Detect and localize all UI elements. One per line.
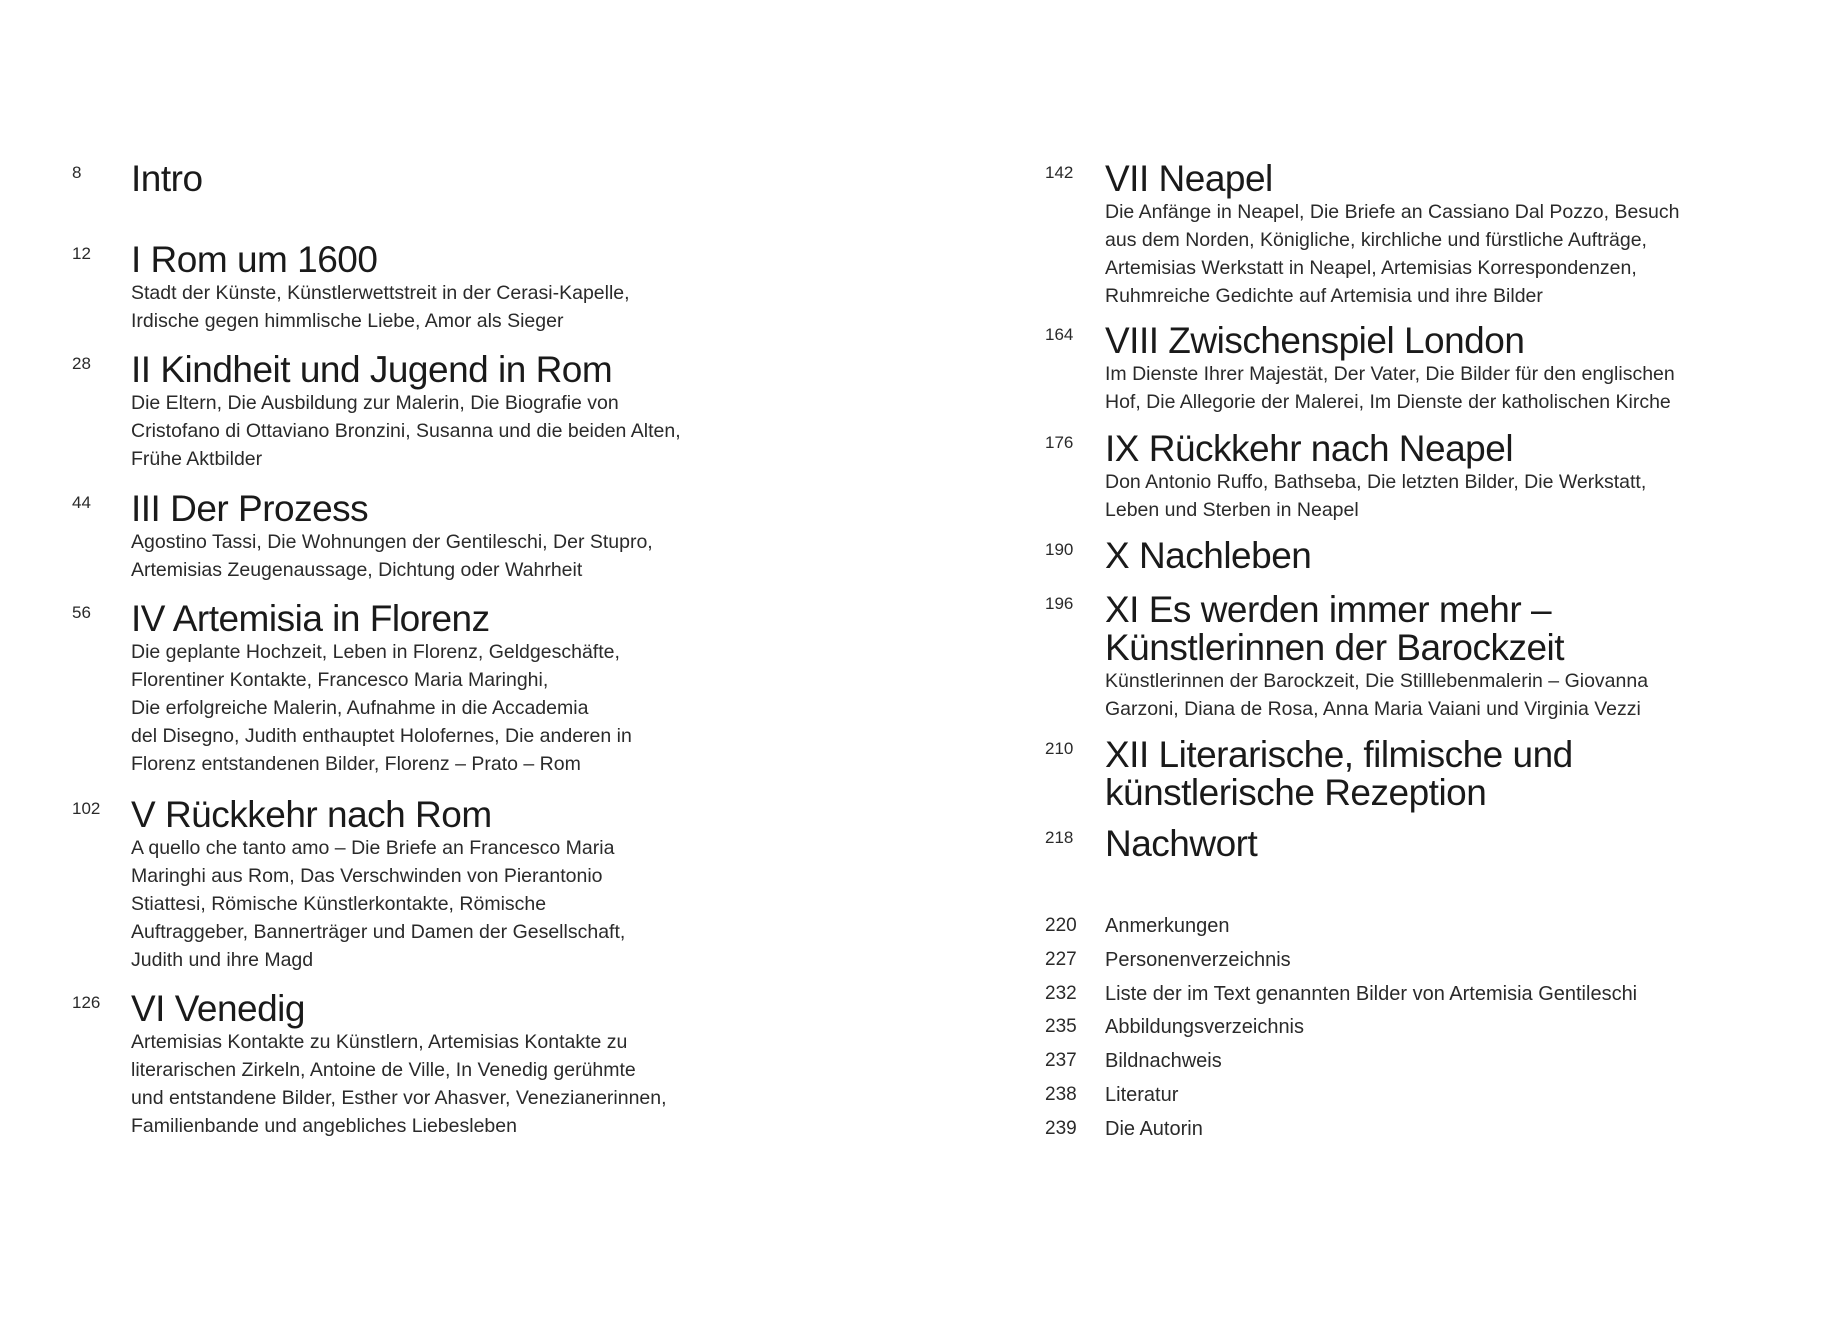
toc-chapter-title: Intro <box>131 158 203 199</box>
appendix-page-number: 238 <box>1045 1084 1077 1105</box>
toc-page-number: 190 <box>1045 540 1074 559</box>
toc-chapter-title: XI Es werden immer mehr – <box>1105 589 1552 630</box>
toc-section-list: Stadt der Künste, Künstlerwettstreit in der Cerasi-Kapelle, <box>131 282 630 304</box>
toc-section-list: Artemisias Werkstatt in Neapel, Artemisias Korrespondenzen, <box>1105 257 1637 279</box>
toc-section-list: Florentiner Kontakte, Francesco Maria Maringhi, <box>131 669 549 691</box>
toc-section-list: Die erfolgreiche Malerin, Aufnahme in die Accademia <box>131 697 589 719</box>
toc-page-number: 164 <box>1045 325 1074 344</box>
toc-section-list: Die Eltern, Die Ausbildung zur Malerin, Die Biografie von <box>131 392 619 414</box>
toc-section-list: Agostino Tassi, Die Wohnungen der Gentileschi, Der Stupro, <box>131 531 653 553</box>
toc-section-list: aus dem Norden, Königliche, kirchliche und fürstliche Aufträge, <box>1105 229 1647 251</box>
toc-section-list: Frühe Aktbilder <box>131 448 263 470</box>
toc-page-number: 218 <box>1045 828 1074 847</box>
toc-section-list: Florenz entstandenen Bilder, Florenz – Prato – Rom <box>131 753 581 775</box>
toc-chapter-title: IV Artemisia in Florenz <box>131 598 490 639</box>
toc-section-list: Judith und ihre Magd <box>131 949 314 971</box>
toc-page-number: 126 <box>72 993 101 1012</box>
toc-section-list: Irdische gegen himmlische Liebe, Amor als Sieger <box>131 310 564 332</box>
appendix-item: Abbildungsverzeichnis <box>1105 1016 1305 1039</box>
appendix-item: Liste der im Text genannten Bilder von Artemisia Gentileschi <box>1105 982 1638 1005</box>
appendix-page-number: 227 <box>1045 948 1077 970</box>
appendix-page-number: 232 <box>1045 982 1077 1004</box>
toc-section-list: literarischen Zirkeln, Antoine de Ville, In Venedig gerühmte <box>131 1059 636 1081</box>
toc-section-list: Hof, Die Allegorie der Malerei, Im Dienste der katholischen Kirche <box>1105 391 1671 413</box>
toc-section-list: Familienbande und angebliches Liebesleben <box>131 1115 517 1137</box>
toc-section-list: Die Anfänge in Neapel, Die Briefe an Cassiano Dal Pozzo, Besuch <box>1105 201 1680 223</box>
toc-section-list: Auftraggeber, Bannerträger und Damen der Gesellschaft, <box>131 921 626 943</box>
appendix-page-number: 239 <box>1045 1117 1077 1139</box>
toc-chapter-title: VII Neapel <box>1105 158 1273 199</box>
toc-section-list: Im Dienste Ihrer Majestät, Der Vater, Die Bilder für den englischen <box>1105 363 1675 385</box>
toc-section-list: Stiattesi, Römische Künstlerkontakte, Römische <box>131 893 547 915</box>
toc-section-list: del Disegno, Judith enthauptet Holofernes, Die anderen in <box>131 725 632 747</box>
toc-chapter-title: VI Venedig <box>131 988 305 1029</box>
toc-chapter-title: V Rückkehr nach Rom <box>131 794 492 835</box>
toc-section-list: Maringhi aus Rom, Das Verschwinden von Pierantonio <box>131 865 603 887</box>
appendix-page-number: 237 <box>1045 1050 1077 1072</box>
toc-page-number: 28 <box>72 354 91 373</box>
toc-section-list: Ruhmreiche Gedichte auf Artemisia und ihre Bilder <box>1105 285 1543 307</box>
toc-chapter-title: Nachwort <box>1105 823 1258 864</box>
toc-section-list: Garzoni, Diana de Rosa, Anna Maria Vaiani und Virginia Vezzi <box>1105 698 1641 720</box>
toc-chapter-title: II Kindheit und Jugend in Rom <box>131 349 613 390</box>
toc-section-list: A quello che tanto amo – Die Briefe an Francesco Maria <box>131 837 615 859</box>
toc-chapter-title: III Der Prozess <box>131 488 369 529</box>
appendix-item: Personenverzeichnis <box>1105 948 1291 971</box>
toc-chapter-title: X Nachleben <box>1105 535 1312 576</box>
toc-page-number: 142 <box>1045 163 1074 182</box>
toc-section-list: Don Antonio Ruffo, Bathseba, Die letzten Bilder, Die Werkstatt, <box>1105 471 1647 493</box>
toc-page-number: 44 <box>72 493 91 512</box>
toc-chapter-title-continued: künstlerische Rezeption <box>1105 772 1487 813</box>
toc-section-list: und entstandene Bilder, Esther vor Ahasver, Venezianerinnen, <box>131 1087 667 1109</box>
appendix-page-number: 220 <box>1045 915 1077 936</box>
toc-section-list: Cristofano di Ottaviano Bronzini, Susanna und die beiden Alten, <box>131 420 681 442</box>
appendix-item: Anmerkungen <box>1105 915 1230 937</box>
toc-page-number: 8 <box>72 163 82 182</box>
toc-page-number: 12 <box>72 244 91 263</box>
appendix-item: Die Autorin <box>1105 1117 1203 1140</box>
toc-section-list: Artemisias Zeugenaussage, Dichtung oder Wahrheit <box>131 559 583 581</box>
appendix-item: Bildnachweis <box>1105 1050 1222 1073</box>
toc-chapter-title: VIII Zwischenspiel London <box>1105 320 1525 361</box>
appendix-page-number: 235 <box>1045 1016 1077 1038</box>
toc-section-list: Artemisias Kontakte zu Künstlern, Artemisias Kontakte zu <box>131 1031 628 1053</box>
toc-section-list: Die geplante Hochzeit, Leben in Florenz, Geldgeschäfte, <box>131 641 620 663</box>
toc-page-number: 210 <box>1045 739 1074 758</box>
toc-page-number: 102 <box>72 799 101 818</box>
toc-chapter-title: IX Rückkehr nach Neapel <box>1105 428 1514 469</box>
toc-chapter-title: XII Literarische, filmische und <box>1105 734 1573 775</box>
toc-section-list: Leben und Sterben in Neapel <box>1105 499 1359 521</box>
toc-page-number: 196 <box>1045 594 1074 613</box>
toc-section-list: Künstlerinnen der Barockzeit, Die Stilllebenmalerin – Giovanna <box>1105 670 1649 692</box>
toc-chapter-title: I Rom um 1600 <box>131 239 378 280</box>
toc-chapter-title-continued: Künstlerinnen der Barockzeit <box>1105 627 1565 668</box>
toc-page-number: 56 <box>72 603 91 622</box>
toc-page-number: 176 <box>1045 433 1074 452</box>
appendix-item: Literatur <box>1105 1084 1179 1106</box>
